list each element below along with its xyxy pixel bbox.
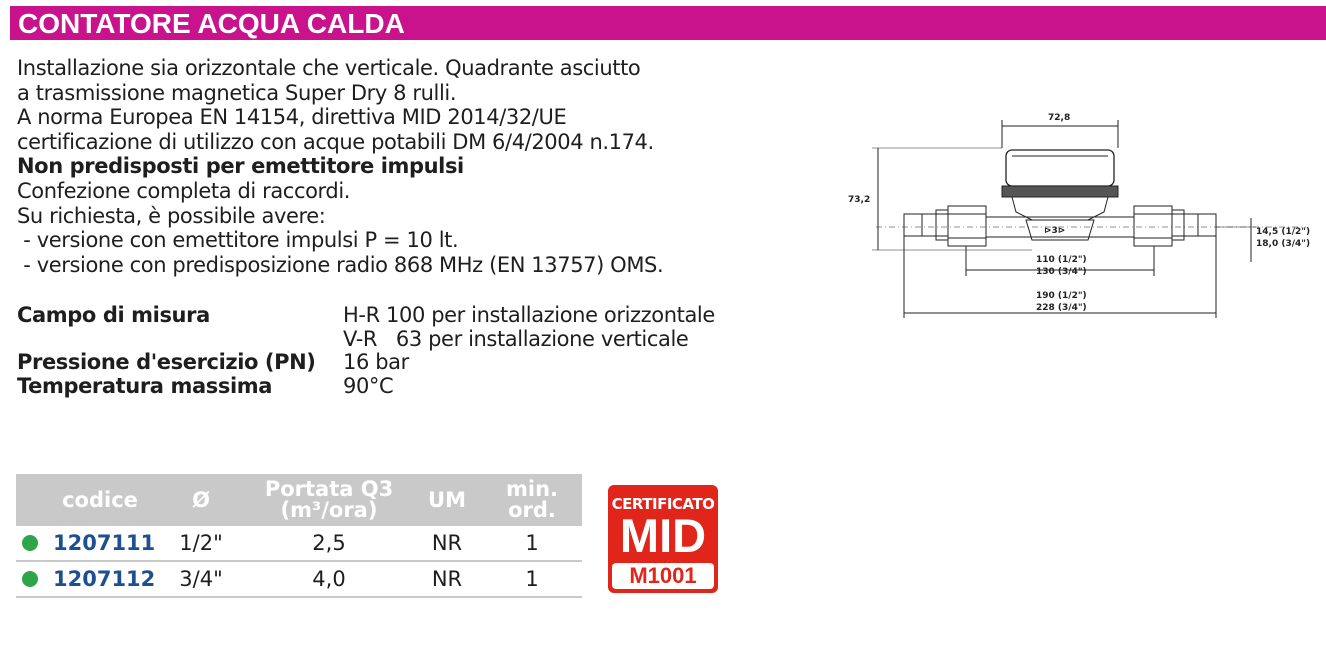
description	[17, 56, 777, 277]
header-portata	[246, 474, 412, 526]
table-header	[16, 474, 582, 526]
meter-technical-drawing	[836, 100, 1326, 330]
title-bar	[10, 6, 1326, 40]
badge-line1: CERTIFICATO	[611, 495, 715, 513]
desc-bold-line: Non predisposti per emettitore impulsi	[17, 154, 464, 179]
spec-label: Temperatura massima	[17, 373, 272, 398]
cell-min: 1	[525, 531, 539, 555]
page-title: CONTATORE ACQUA CALDA	[18, 8, 405, 39]
header-min-l1: min.	[505, 477, 558, 501]
spec-label: Campo di misura	[17, 303, 210, 327]
badge-line2: MID	[619, 509, 707, 562]
cell-um: NR	[431, 531, 463, 555]
dim-mid-label-2: 130 (3/4")	[1036, 267, 1087, 277]
desc-line: a trasmissione magnetica Super Dry 8 rulli.	[17, 80, 457, 105]
desc-line: - versione con predisposizione radio 868 MHz (EN 13757) OMS.	[17, 252, 664, 277]
spec-value: V-R 63 per installazione verticale	[343, 326, 689, 351]
header-diam: Ø	[192, 487, 210, 512]
product-table	[16, 474, 582, 598]
badge-line3: M1001	[612, 563, 714, 589]
body-flow-mark: ⊳3⊳	[1044, 226, 1066, 236]
header-min-l2: ord.	[508, 498, 556, 522]
cell-portata: 4,0	[312, 567, 346, 591]
header-portata-l2: (m³/ora)	[280, 498, 378, 522]
dim-height-label: 73,2	[848, 195, 871, 205]
dim-right-label-2: 18,0 (3/4")	[1256, 239, 1311, 249]
cell-portata: 2,5	[312, 531, 346, 555]
dim-bottom-label-2: 228 (3/4")	[1036, 303, 1087, 313]
dim-mid-label-1: 110 (1/2")	[1036, 255, 1087, 265]
table-row	[16, 526, 582, 562]
header-portata-l1: Portata Q3	[264, 477, 394, 501]
cell-codice: 1207112	[53, 567, 156, 591]
desc-line: certificazione di utilizzo con acque potabili DM 6/4/2004 n.174.	[17, 129, 654, 154]
spec-label: Pressione d'esercizio (PN)	[17, 350, 316, 374]
header-min-ord	[482, 474, 582, 526]
cell-min: 1	[525, 567, 539, 591]
cell-um: NR	[431, 567, 463, 591]
header-um: UM	[428, 487, 466, 512]
cell-diam: 1/2"	[179, 531, 223, 555]
dim-right-label-1: 14,5 (1/2")	[1256, 227, 1311, 237]
spec-value: 90°C	[343, 373, 394, 398]
dim-top-label: 72,8	[1048, 113, 1071, 123]
cell-diam: 3/4"	[179, 567, 223, 591]
spec-value: 16 bar	[343, 350, 409, 374]
status-dot-icon	[22, 571, 38, 587]
cell-codice: 1207111	[53, 531, 156, 555]
desc-line: Su richiesta, è possibile avere:	[17, 203, 326, 228]
desc-line: A norma Europea EN 14154, direttiva MID 2014/32/UE	[17, 105, 567, 130]
spec-value: H-R 100 per installazione orizzontale	[343, 303, 715, 327]
desc-line: - versione con emettitore impulsi P = 10 lt.	[17, 228, 459, 253]
mid-certificate-badge	[608, 485, 718, 593]
desc-line: Confezione completa di raccordi.	[17, 178, 351, 203]
header-codice: codice	[62, 487, 138, 512]
status-dot-icon	[22, 535, 38, 551]
table-row	[16, 562, 582, 598]
dim-bottom-label-1: 190 (1/2")	[1036, 291, 1087, 301]
desc-line: Installazione sia orizzontale che verticale. Quadrante asciutto	[17, 56, 641, 80]
